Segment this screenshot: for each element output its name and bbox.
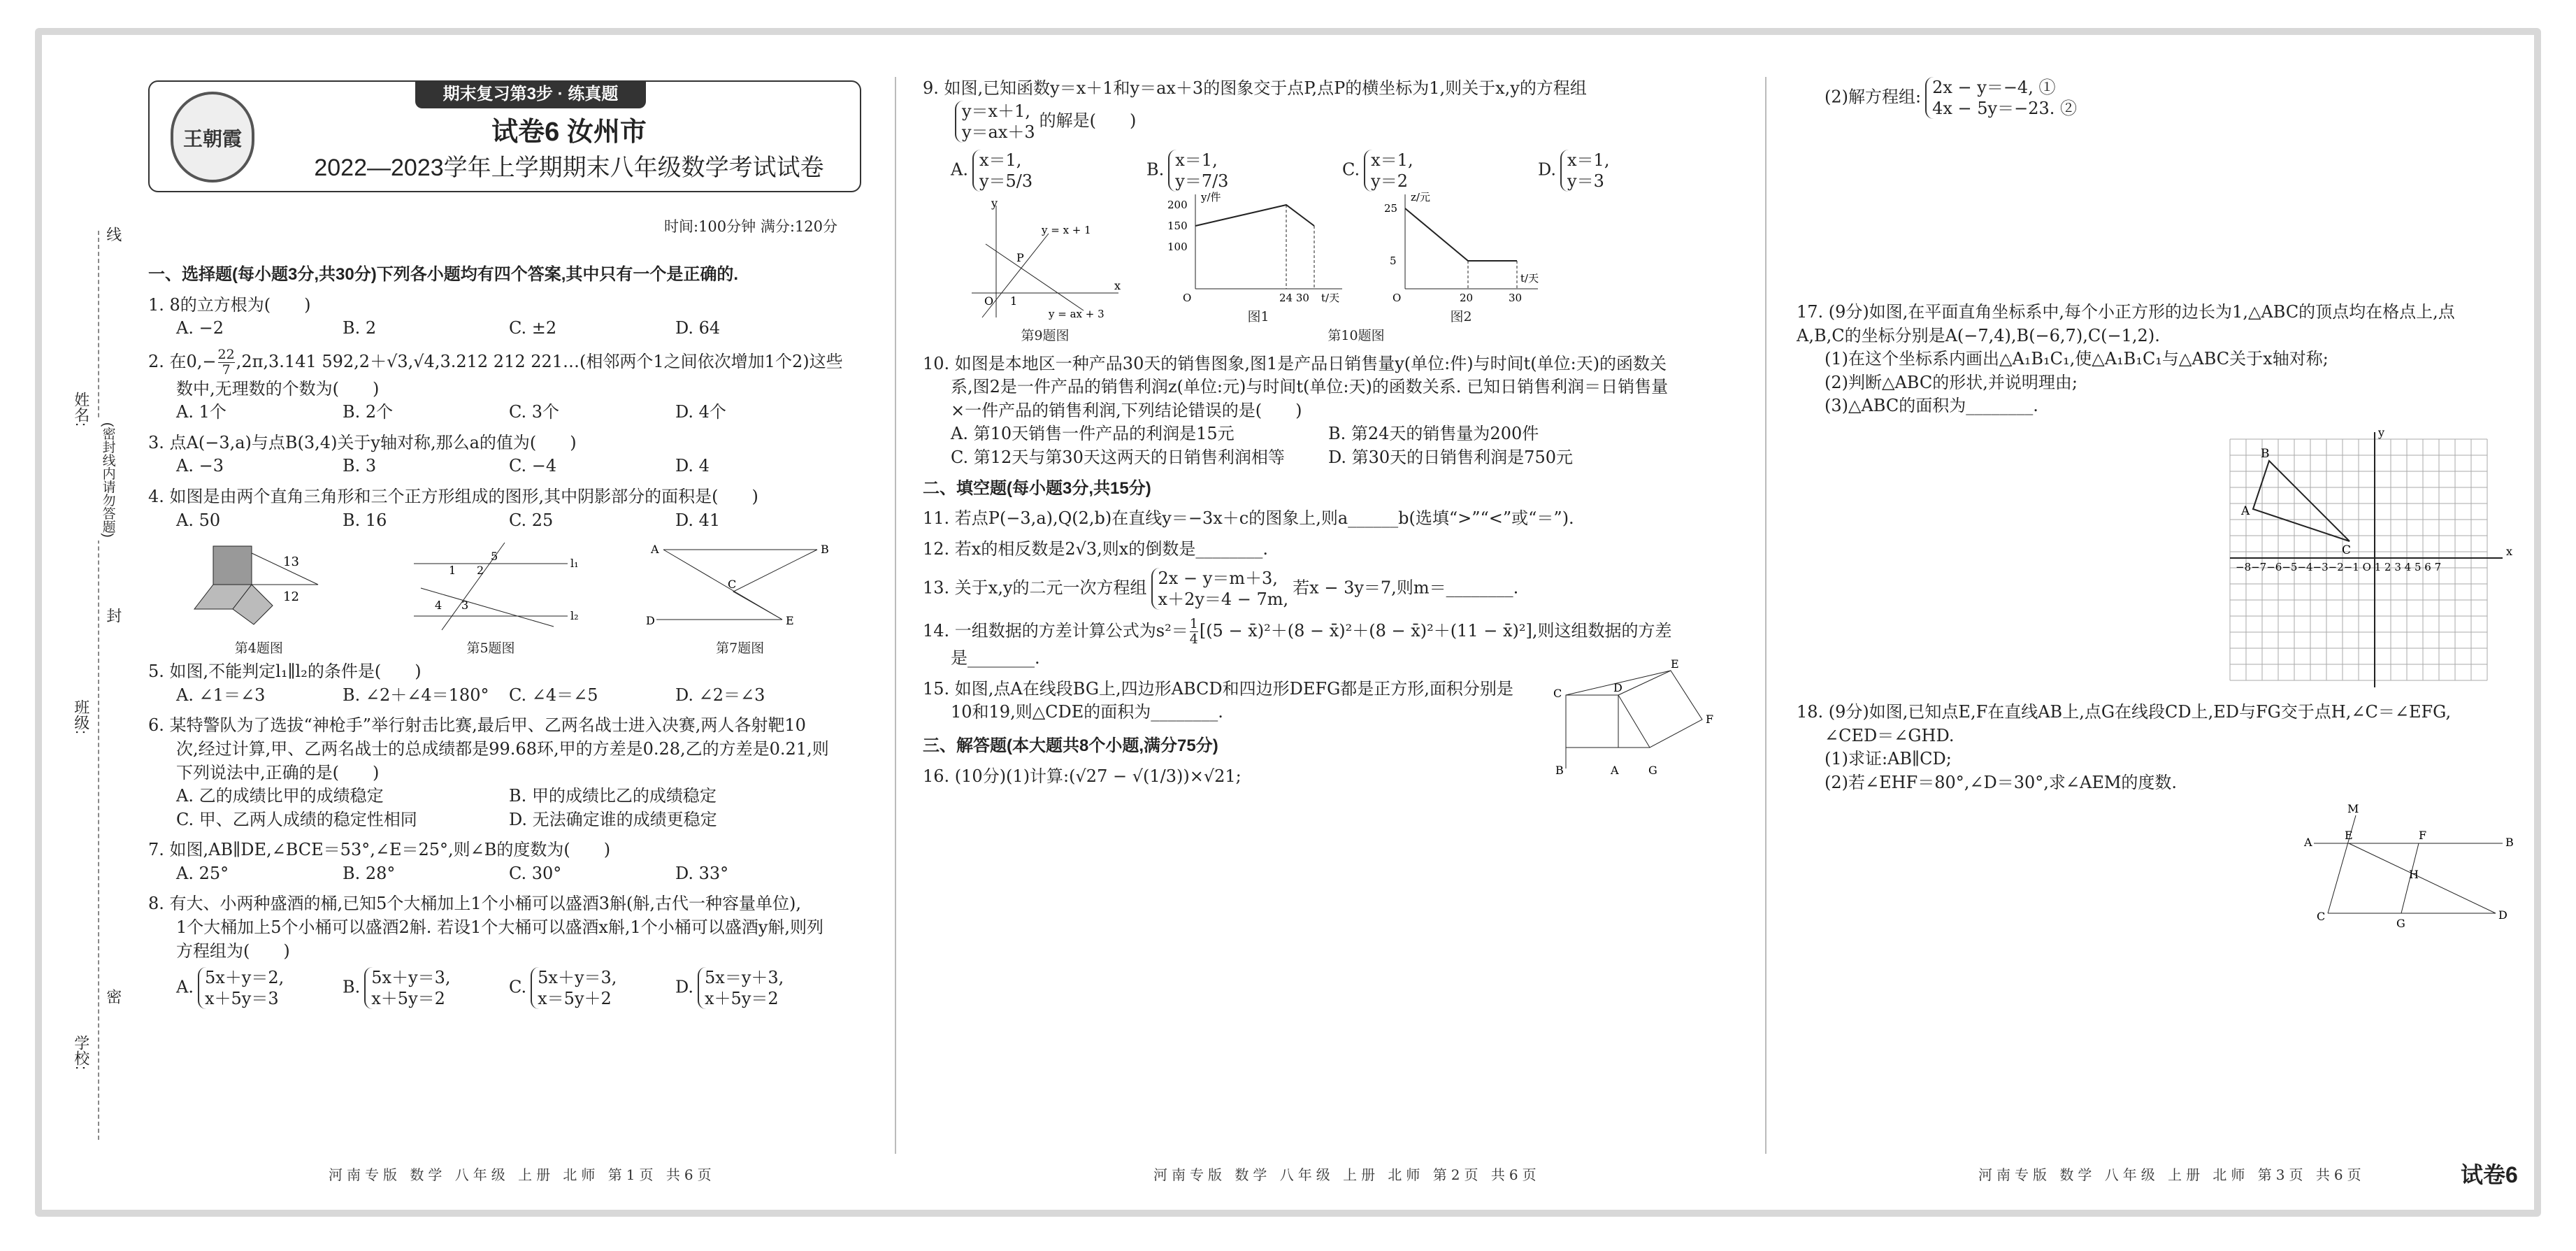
figure-4-diagram	[178, 539, 339, 634]
figure-7-caption: 第7题图	[716, 640, 765, 656]
q14-text-c: 是________.	[951, 648, 1040, 669]
figure-4-caption: 第4题图	[234, 640, 283, 656]
figure-10-2-caption: 图2	[1450, 309, 1472, 325]
q4-text: 4. 如图是由两个直角三角形和三个正方形组成的图形,其中阴影部分的面积是( )	[148, 486, 758, 506]
svg-text:1: 1	[448, 564, 456, 578]
option: B. 2	[343, 318, 377, 338]
q2-text-a: 2. 在0,−	[148, 351, 217, 371]
figure-9	[965, 196, 1125, 345]
figure-10-1	[1167, 191, 1349, 327]
svg-text:E: E	[1671, 657, 1679, 671]
option: C. 第12天与第30天这两天的日销售利润相等	[951, 447, 1285, 467]
figure-5	[400, 539, 582, 655]
svg-text:x: x	[2506, 544, 2513, 558]
q6-text-a: 6. 某特警队为了选拔“神枪手”举行射击比赛,最后甲、乙两名战士进入决赛,两人各射靶10	[148, 715, 806, 736]
svg-text:F: F	[2419, 829, 2427, 843]
svg-text:F: F	[1706, 712, 1714, 726]
svg-text:y = ax + 3: y = ax + 3	[1049, 308, 1104, 321]
figure-5-caption: 第5题图	[466, 640, 515, 656]
fraction: $\frac{1}{4}$	[1189, 616, 1198, 648]
svg-text:C: C	[1553, 686, 1562, 700]
q16b-text: (2)解方程组:	[1825, 87, 1922, 107]
seal-close-char: 密	[102, 986, 124, 1007]
figures-row-9-10	[965, 190, 1748, 345]
svg-text:C: C	[727, 578, 736, 592]
svg-text:A: A	[1611, 763, 1619, 777]
svg-text:y: y	[991, 196, 998, 210]
numerator: 22	[217, 346, 235, 362]
paper-subtitle: 2022—2023学年上学期期末八年级数学考试试卷	[314, 155, 824, 181]
q7-text: 7. 如图,AB∥DE,∠BCE＝53°,∠E＝25°,则∠B的度数为( )	[148, 840, 611, 860]
svg-text:G: G	[1648, 763, 1657, 777]
column-divider	[895, 77, 896, 1154]
figure-17-grid	[2216, 425, 2513, 691]
option: D. 64	[675, 318, 721, 338]
svg-text:150: 150	[1167, 219, 1188, 232]
figure-10-caption: 第10题图	[1327, 328, 1385, 343]
question-17	[1797, 301, 2531, 418]
option-c: C. x＝1, y＝2	[1342, 150, 1413, 191]
svg-text:D: D	[645, 614, 655, 628]
svg-text:A: A	[2304, 836, 2312, 850]
paper-tag: 试卷6	[2461, 1162, 2518, 1187]
svg-text:t/天: t/天	[1321, 291, 1340, 304]
seal-line-char: 线	[102, 224, 124, 245]
option-d: D. 5x＝y＋3, x＋5y＝2	[675, 968, 784, 1009]
fraction	[218, 348, 235, 378]
q17-text-d: (2)判断△ABC的形状,并说明理由;	[1825, 372, 2078, 392]
option-a: A. 5x＋y＝2, x＋5y＝3	[176, 968, 285, 1009]
svg-text:z/元: z/元	[1411, 190, 1430, 203]
question-16-part2: (2)解方程组: 2x − y＝−4, ① 4x − 5y＝−23. ②	[1825, 78, 2077, 118]
q13-text-b: 若x − 3y＝7,则m＝________.	[1293, 578, 1519, 598]
option: A. −3	[176, 456, 224, 476]
logo	[171, 92, 254, 183]
figure-15-diagram	[1552, 657, 1734, 775]
q6-text-b: 次,经过计算,甲、乙两名战士的总成绩都是99.68环,甲的方差是0.28,乙的方差是0.21,则	[176, 738, 829, 759]
option-d: D. x＝1, y＝3	[1538, 150, 1610, 191]
question-7	[148, 838, 868, 885]
svg-text:O: O	[1393, 291, 1402, 304]
svg-text:A: A	[2241, 503, 2250, 518]
option-b: B. x＝1, y＝7/3	[1146, 150, 1229, 191]
option: C. 30°	[509, 863, 562, 883]
question-11: 11. 若点P(−3,a),Q(2,b)在直线y＝−3x＋c的图象上,则a______b(选填“>”“<”或“＝”).	[923, 508, 1574, 529]
svg-text:5: 5	[490, 550, 498, 564]
figure-10-2-diagram	[1377, 191, 1545, 303]
question-5	[148, 660, 868, 707]
svg-text:B: B	[1555, 763, 1564, 777]
svg-text:H: H	[2409, 868, 2419, 882]
seal-note: (密封线内请勿答题)	[98, 420, 117, 541]
option: D. 无法确定谁的成绩更稳定	[509, 809, 717, 829]
q8-options	[148, 967, 868, 1009]
svg-text:E: E	[785, 614, 794, 628]
q18-text-b: ∠CED＝∠GHD.	[1825, 725, 1955, 745]
q9-text-a: 9. 如图,已知函数y＝x＋1和y＝ax＋3的图象交于点P,点P的横坐标为1,则关于x,y的方程组	[923, 78, 1587, 98]
svg-text:1: 1	[1010, 294, 1018, 308]
q14-text-a: 14. 一组数据的方差计算公式为s²＝	[923, 621, 1188, 641]
option: B. 3	[343, 456, 377, 476]
figure-9-diagram	[965, 196, 1125, 321]
svg-text:2: 2	[476, 564, 484, 578]
q5-text: 5. 如图,不能判定l₁∥l₂的条件是( )	[148, 662, 422, 682]
question-10	[923, 352, 1748, 470]
svg-text:200: 200	[1167, 198, 1188, 211]
question-1	[148, 294, 868, 341]
option: D. 第30天的日销售利润是750元	[1328, 447, 1573, 467]
q1-text: 1. 8的立方根为( )	[148, 294, 311, 315]
q2-text-c: 数中,无理数的个数为( )	[176, 378, 380, 399]
svg-text:B: B	[2505, 836, 2514, 850]
option: A. 乙的成绩比甲的成绩稳定	[176, 786, 384, 806]
column-divider	[1765, 77, 1766, 1154]
svg-text:20: 20	[1460, 291, 1474, 304]
option: D. 4	[675, 456, 710, 476]
q6-options	[148, 785, 868, 831]
svg-text:A: A	[650, 543, 659, 557]
svg-text:C: C	[2317, 910, 2326, 924]
svg-text:5: 5	[1390, 254, 1397, 267]
logo-text: 王朝霞	[182, 127, 242, 150]
svg-text:P: P	[1016, 251, 1024, 265]
section-fill: 二、填空题(每小题3分,共15分)	[923, 478, 1151, 498]
paper-title: 试卷6 汝州市	[491, 117, 647, 147]
svg-text:100: 100	[1167, 240, 1188, 253]
q9-text-b: 的解是( )	[1039, 110, 1137, 131]
svg-text:B: B	[820, 543, 829, 557]
svg-text:24 30: 24 30	[1279, 291, 1309, 304]
q10-options	[923, 422, 1748, 469]
option: B. 28°	[343, 863, 396, 883]
banner: 期末复习第3步 · 练真题	[415, 80, 646, 108]
section-choice: 一、选择题(每小题3分,共30分)下列各小题均有四个答案,其中只有一个是正确的.	[148, 265, 739, 284]
q8-text-a: 8. 有大、小两种盛酒的桶,已知5个大桶加上1个小桶可以盛酒3斛(斛,古代一种容量单位),	[148, 894, 801, 914]
option: A. 1个	[176, 402, 226, 422]
q10-text-c: ×一件产品的销售利润,下列结论错误的是( )	[951, 400, 1302, 420]
figure-10-1-caption: 图1	[1247, 309, 1269, 325]
svg-text:3: 3	[461, 599, 469, 613]
svg-text:x: x	[1114, 279, 1121, 293]
svg-text:−8−7−6−5−4−3−2−1 O 1 2 3 4 5 6: −8−7−6−5−4−3−2−1 O 1 2 3 4 5 6 7	[2236, 560, 2442, 573]
q4-options	[148, 509, 868, 533]
option-b: B. 5x＋y＝3, x＋5y＝2	[343, 968, 451, 1009]
option: C. ∠4＝∠5	[509, 685, 598, 705]
column-3	[1797, 77, 2531, 941]
svg-text:12: 12	[283, 589, 300, 605]
option: A. −2	[176, 318, 224, 338]
figure-9-caption: 第9题图	[1021, 328, 1070, 343]
svg-text:y: y	[2378, 425, 2385, 439]
option: D. 41	[675, 510, 721, 530]
option: A. 25°	[176, 863, 229, 883]
time-info: 时间:100分钟 满分:120分	[664, 218, 837, 235]
svg-text:G: G	[2396, 917, 2405, 931]
question-18	[1797, 701, 2531, 794]
svg-text:13: 13	[283, 555, 300, 570]
q10-text-b: 系,图2是一件产品的销售利润z(单位:元)与时间t(单位:天)的函数关系. 已知日销售利润＝日销售量	[951, 377, 1669, 397]
svg-text:C: C	[2342, 543, 2352, 557]
svg-text:4: 4	[434, 599, 442, 613]
svg-text:l₁: l₁	[570, 557, 579, 571]
option: B. ∠2＋∠4＝180°	[343, 685, 489, 705]
option: B. 2个	[343, 402, 394, 422]
paper-header	[148, 80, 861, 192]
q9-options	[923, 150, 1748, 192]
footer-page-2: 河南专版 数学 八年级 上册 北师 第2页 共6页	[1153, 1166, 1541, 1183]
q6-text-c: 下列说法中,正确的是( )	[176, 762, 380, 782]
q8-text-c: 方程组为( )	[176, 941, 290, 961]
option: A. 50	[176, 510, 221, 530]
option: B. 第24天的销售量为200件	[1328, 424, 1539, 444]
figure-10	[1167, 191, 1545, 345]
option-c: C. 5x＋y＝3, x＝5y＋2	[509, 968, 617, 1009]
grid-lines	[2230, 439, 2487, 680]
svg-text:25: 25	[1384, 201, 1398, 215]
figure-7-diagram	[642, 539, 838, 634]
class-label: 班级:	[72, 699, 90, 735]
q17-text-a: 17. (9分)如图,在平面直角坐标系中,每个小正方形的边长为1,△ABC的顶点均在格点上,点	[1797, 302, 2455, 322]
q18-text-c: (1)求证:AB∥CD;	[1825, 749, 1952, 769]
q18-text-d: (2)若∠EHF＝80°,∠D＝30°,求∠AEM的度数.	[1825, 772, 2178, 792]
svg-text:t/天: t/天	[1520, 271, 1539, 285]
option: D. ∠2＝∠3	[675, 685, 765, 705]
seal-seal-char: 封	[102, 605, 124, 626]
option: B. 16	[343, 510, 387, 530]
figures-row-4-5-7	[148, 539, 868, 655]
option: A. 第10天销售一件产品的利润是15元	[951, 424, 1235, 444]
option: C. −4	[509, 456, 557, 476]
option: D. 4个	[675, 402, 726, 422]
seal-line	[98, 231, 99, 1140]
svg-text:D: D	[1613, 680, 1622, 694]
question-9: 9. 如图,已知函数y＝x＋1和y＝ax＋3的图象交于点P,点P的横坐标为1,则关于x,y的方程组 y＝x＋1, y＝ax＋3 的解是( ) A. x＝1, y＝5/3 B. x＝1, y＝7/3 C. x＝1, y＝2 D. x＝1, y＝3	[923, 77, 1748, 192]
question-8	[148, 892, 868, 1009]
q17-text-c: (1)在这个坐标系内画出△A₁B₁C₁,使△A₁B₁C₁与△ABC关于x轴对称;	[1825, 349, 2329, 369]
q2-options	[148, 401, 868, 424]
figure-10-2	[1377, 191, 1545, 327]
option: B. 甲的成绩比乙的成绩稳定	[509, 786, 717, 806]
figure-4	[178, 539, 339, 655]
svg-text:y/件: y/件	[1201, 190, 1221, 203]
q14-text-b: [(5 − x̄)²＋(8 − x̄)²＋(8 − x̄)²＋(11 − x̄)²],则这组数据的方差	[1199, 621, 1672, 641]
denominator: 7	[222, 362, 231, 378]
q1-options	[148, 317, 868, 341]
q10-text-a: 10. 如图是本地区一种产品30天的销售图象,图1是产品日销售量y(单位:件)与时间t(单位:天)的函数关	[923, 353, 1667, 373]
name-label: 姓名:	[72, 392, 90, 427]
q7-options	[148, 862, 868, 886]
option: C. 25	[509, 510, 554, 530]
question-13: 13. 关于x,y的二元一次方程组 2x − y＝m＋3, x＋2y＝4 − 7m, 若x − 3y＝7,则m＝________.	[923, 569, 1519, 610]
column-2	[923, 77, 1748, 795]
figure-7	[642, 539, 838, 655]
q5-options	[148, 684, 868, 708]
q17-text-e: (3)△ABC的面积为________.	[1825, 396, 2038, 416]
svg-text:D: D	[2498, 908, 2507, 922]
column-1	[148, 259, 868, 1016]
footer-page-1: 河南专版 数学 八年级 上册 北师 第1页 共6页	[329, 1166, 716, 1183]
svg-text:M: M	[2347, 802, 2359, 816]
svg-text:E: E	[2345, 829, 2353, 843]
q3-text: 3. 点A(−3,a)与点B(3,4)关于y轴对称,那么a的值为( )	[148, 432, 577, 452]
q2-text-b: ,2π,3.141 592,2＋√3,√4,3.212 212 221…(相邻两个1之间依次增加1个2)这些	[236, 351, 843, 371]
q15-text-a: 15. 如图,点A在线段BG上,四边形ABCD和四边形DEFG都是正方形,面积分别是	[923, 678, 1513, 699]
figure-18-diagram	[2300, 801, 2514, 941]
svg-text:O: O	[1183, 291, 1192, 304]
question-4	[148, 485, 868, 532]
q17-text-b: A,B,C的坐标分别是A(−7,4),B(−6,7),C(−1,2).	[1797, 325, 2160, 345]
question-2	[148, 348, 868, 424]
svg-text:O: O	[984, 294, 994, 308]
section-solve: 三、解答题(本大题共8个小题,满分75分)	[923, 736, 1218, 755]
question-6	[148, 714, 868, 831]
question-16: 16. (10分)(1)计算:(√27 − √(1/3))×√21;	[923, 766, 1242, 786]
q8-text-b: 1个大桶加上5个小桶可以盛酒2斛. 若设1个大桶可以盛酒x斛,1个小桶可以盛酒y斛,则列	[176, 917, 823, 938]
q18-text-a: 18. (9分)如图,已知点E,F在直线AB上,点G在线段CD上,ED与FG交于点H,∠C＝∠EFG,	[1797, 701, 2452, 722]
svg-text:B: B	[2261, 446, 2270, 461]
footer-page-3: 河南专版 数学 八年级 上册 北师 第3页 共6页	[1978, 1166, 2366, 1183]
svg-text:l₂: l₂	[570, 609, 579, 623]
q3-options	[148, 455, 868, 478]
option: D. 33°	[675, 863, 729, 883]
question-3	[148, 431, 868, 478]
option: C. ±2	[509, 318, 557, 338]
question-12: 12. 若x的相反数是2√3,则x的倒数是________.	[923, 538, 1268, 559]
q15-text-b: 10和19,则△CDE的面积为________.	[951, 702, 1223, 722]
figure-10-1-diagram	[1167, 191, 1349, 303]
q13-text-a: 13. 关于x,y的二元一次方程组	[923, 578, 1147, 598]
svg-text:30: 30	[1509, 291, 1523, 304]
option: A. ∠1＝∠3	[176, 685, 266, 705]
school-label: 学校:	[72, 1035, 90, 1071]
option: C. 3个	[509, 402, 560, 422]
figure-5-diagram	[400, 539, 582, 634]
option: C. 甲、乙两人成绩的稳定性相同	[176, 809, 417, 829]
svg-text:y = x + 1: y = x + 1	[1042, 224, 1091, 237]
option-a: A. x＝1, y＝5/3	[951, 150, 1033, 191]
